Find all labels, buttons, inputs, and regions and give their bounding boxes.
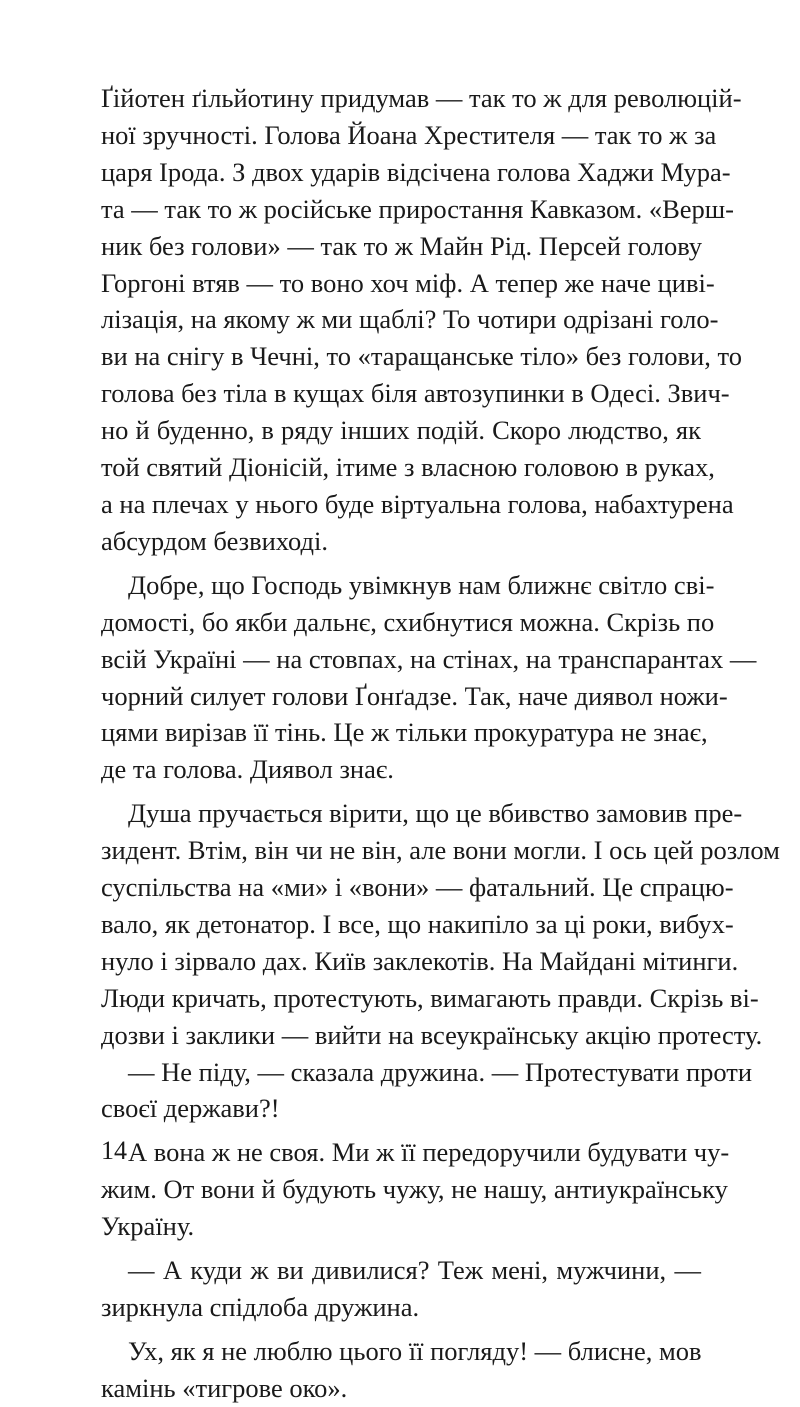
paragraph bbox=[101, 1333, 701, 1407]
text-line: суспільства на «ми» і «вони» — фатальний. Це спрацю- bbox=[101, 872, 734, 903]
paragraph-gap bbox=[101, 788, 701, 795]
paragraph-gap bbox=[101, 1127, 701, 1134]
text-line: ної зручності. Голова Йоана Хрестителя — так то ж за bbox=[101, 119, 717, 150]
text-line: своєї держави?! bbox=[101, 1093, 280, 1124]
text-line: та — так то ж російське приростання Кавказом. «Верш- bbox=[101, 193, 734, 224]
text-line: — Не піду, — сказала дружина. — Протестувати проти bbox=[128, 1056, 753, 1087]
paragraph bbox=[101, 1134, 730, 1245]
text-line: Україну. bbox=[101, 1211, 195, 1242]
text-line: зиркнула спідлоба дружина. bbox=[101, 1292, 420, 1322]
text-line: Добре, що Господь увімкнув нам ближнє світло сві- bbox=[128, 569, 715, 600]
text-line: нуло і зірвало дах. Київ заклекотів. На Майдані мітинги. bbox=[101, 945, 739, 976]
paragraph bbox=[101, 795, 780, 1053]
paragraph bbox=[101, 1252, 701, 1326]
text-line: Ґійотен ґільйотину придумав — так то ж для революцій- bbox=[101, 83, 742, 113]
text-line: домості, бо якби дальнє, схибнутися можна. Скрізь по bbox=[101, 606, 715, 637]
text-line: но й буденно, в ряду інших подій. Скоро людство, як bbox=[101, 415, 701, 446]
text-line: всій Україні — на стовпах, на стінах, на транспарантах — bbox=[101, 643, 757, 674]
text-line: зидент. Втім, він чи не він, але вони могли. І ось цей розлом bbox=[101, 835, 780, 866]
paragraph-gap bbox=[101, 1245, 701, 1252]
paragraph bbox=[101, 1054, 753, 1128]
text-line: царя Ірода. З двох ударів відсічена голова Хаджи Мура- bbox=[101, 156, 731, 187]
text-line: Душа пручається вірити, що це вбивство замовив пре- bbox=[128, 798, 743, 829]
text-line: лізація, на якому ж ми щаблі? То чотири одрізані голо- bbox=[101, 304, 719, 335]
text-line: вало, як детонатор. І все, що накипіло за ці роки, вибух- bbox=[101, 908, 734, 939]
text-line: — А куди ж ви дивилися? Теж мені, мужчини, — bbox=[128, 1255, 701, 1286]
text-line: цями вирізав її тінь. Це ж тільки прокуратура не знає, bbox=[101, 717, 708, 748]
page-number: 14 bbox=[101, 1136, 127, 1165]
text-line: Горгоні втяв — то воно хоч міф. А тепер же наче циві- bbox=[101, 267, 715, 298]
paragraph-gap bbox=[101, 1326, 701, 1333]
text-line: абсурдом безвиході. bbox=[101, 525, 329, 556]
page-body bbox=[101, 80, 780, 1407]
text-line: камінь «тигрове око». bbox=[101, 1372, 348, 1403]
text-line: чорний силует голови Ґонґадзе. Так, наче диявол ножи- bbox=[101, 680, 728, 711]
text-line: дозви і заклики — вийти на всеукраїнську акцію протесту. bbox=[101, 1019, 763, 1050]
paragraph bbox=[101, 80, 742, 560]
text-line: той святий Діонісій, ітиме з власною головою в руках, bbox=[101, 452, 715, 483]
text-line: а на плечах у нього буде віртуальна голова, набахтурена bbox=[101, 488, 734, 519]
text-line: жим. От вони й будують чужу, не нашу, антиукраїнську bbox=[101, 1174, 728, 1205]
text-line: ви на снігу в Чечні, то «таращанське тіло» без голови, то bbox=[101, 341, 742, 372]
paragraph-gap bbox=[101, 560, 701, 567]
text-line: Ух, як я не люблю цього її погляду! — блисне, мов bbox=[128, 1335, 702, 1366]
text-line: голова без тіла в кущах біля автозупинки в Одесі. Звич- bbox=[101, 378, 730, 409]
text-line: А вона ж не своя. Ми ж її передоручили будувати чу- bbox=[128, 1137, 730, 1168]
text-line: ник без голови» — так то ж Майн Рід. Персей голову bbox=[101, 230, 703, 261]
text-line: де та голова. Диявол знає. bbox=[101, 754, 394, 785]
text-line: Люди кричать, протестують, вимагають правди. Скрізь ві- bbox=[101, 982, 759, 1013]
paragraph bbox=[101, 567, 757, 788]
